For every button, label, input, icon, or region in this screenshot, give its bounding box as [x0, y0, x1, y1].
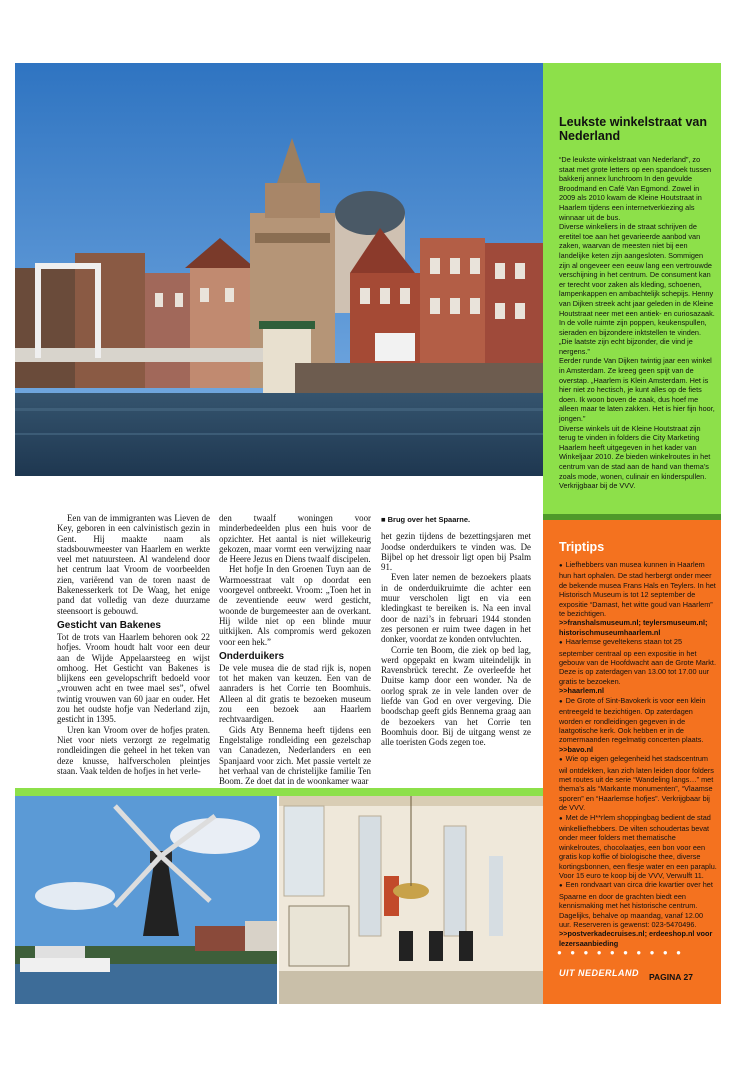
- tip-link[interactable]: >>bavo.nl: [559, 744, 594, 754]
- article-paragraph: Corrie ten Boom, die ziek op bed lag, werd opgepakt en kwam uiteindelijk in Ravensbrück terecht. Ze overleefde het Duitse kamp door een wonder. Na de oorlog sprak ze in vele landen over de liefde van God en over vergeving. Die boodschap geeft gids Bennema graag aan de bezoekers van het Corrie ten Boomhuis door. Bij de uitgang wenst ze alle toeristen Gods zegen toe.: [381, 644, 531, 748]
- sidebar-paragraph: “De leukste winkelstraat van Nederland”, zo staat met grote letters op een spandoek tussen bakkerij annex lunchroom In den gevulde Broodmand en Café Van Egmond. Zowel in 2009 als 2010 kwam de Kleine Houtstraat in Haarlem tijdens een internetverkiezing als winnaar uit de bus.: [559, 155, 712, 222]
- hero-photo-canal: [15, 63, 543, 476]
- windmill-photo: [15, 796, 277, 1004]
- article-paragraph: Even later nemen de bezoekers plaats in de onderduikruimte die achter een muur verscholen ligt en via een kledingkast te bereiken is. Na een inval door de nazi’s in februari 1944 stonden zes personen er ruim twee dagen in het donker, voordat ze konden ontvluchten.: [381, 572, 531, 645]
- article-paragraph: het gezin tijdens de bezettingsjaren met Joodse onderduikers te vinden was. De Bijbel op het dressoir ligt open bij Psalm 91.: [381, 531, 531, 573]
- tip-item: ● Liefhebbers van musea kunnen in Haarlem hun hart ophalen. De stad herbergt onder meer de bekende musea Frans Hals en Teylers. In het Historisch Museum is tot 12 september de expositie “Damast, het witte goud van Haarlem” te bezichtigen.: [559, 560, 717, 618]
- article-subheading: Gesticht van Bakenes: [57, 619, 161, 631]
- article-paragraph: Uren kan Vroom over de hofjes praten. Niet voor niets verzorgt ze regelmatig rondleidingen die geheel in het teken van deze knusse, halfverscholen pleintjes staan. Vaak telden de hofjes in het verle-: [57, 724, 210, 776]
- article-paragraph: Tot de trots van Haarlem behoren ook 22 hofjes. Vroom houdt halt voor een deur aan de Wijde Appelaarsteeg en wijst omhoog. Het Gesticht van Bakenes is blijkens een gevelopschrift bedoeld voor „vrouwen acht en twee mael ses”, ofwel twintig vrouwen van 60 jaar en ouder. Het zou het oudste hofje van Nederland zijn, gesticht in 1395.: [57, 631, 210, 725]
- triptips-title: Triptips: [559, 540, 605, 554]
- tip-link[interactable]: >>postverkadecruises.nl; erdeeshop.nl voor lezersaanbieding: [559, 929, 713, 948]
- church-illustration: [279, 796, 543, 1004]
- tip-item: ● De Grote of Sint-Bavokerk is voor een klein entreegeld te bezichtigen. Op zaterdagen worden er rondleidingen gegeven in de laatgotische kerk. Ook hebben er in de zomermaanden regelmatig concerten plaats.: [559, 696, 717, 745]
- tip-item: ● Een rondvaart van circa drie kwartier over het Spaarne en door de grachten biedt een kennismaking met het historische centrum. Dagelijks, behalve op maandag, vanaf 12.00 uur. Reserveren is gewenst: 023-5470496.: [559, 880, 717, 929]
- windmill-illustration: [15, 796, 277, 1004]
- article-column-3: [381, 515, 531, 748]
- article-paragraph: den twaalf woningen voor minderbedeelden plus een huis voor de opzichter. Het aantal is niet willekeurig gekozen, maar vormt een verwijzing naar de Heere Jezus en Diens twaalf discipelen.: [219, 513, 371, 565]
- brand-logo: UIT NEDERLAND: [559, 968, 639, 978]
- sidebar-triptips: [543, 520, 721, 1004]
- sidebar-paragraph: Eerder runde Van Dijken twintig jaar een winkel in Amsterdam. Ze kreeg geen spijt van de overstap. „Haarlem is Klein Amsterdam. Het is hier niet zo hectisch, je kunt alles op de fiets doen. Ik woon boven de zaak, dus hoef me alleen maar te laten zakken. Het is hier fijn hoor, jongen.”: [559, 356, 715, 424]
- footer-brand: [559, 966, 709, 988]
- sidebar-winkelstraat-title: Leukste winkelstraat van Nederland: [559, 115, 707, 143]
- article-paragraph: Het hofje In den Groenen Tuyn aan de Warmoesstraat valt op doordat een voorgevel ontbreekt. Vroom: „Toen het in de zeventiende eeuw werd gesticht, woonde de burgemeester aan de overkant. Hij wilde niet op een blinde muur uitkijken. Als compromis werd gekozen voor een hek.”: [219, 564, 371, 647]
- article-subheading: Onderduikers: [219, 650, 285, 662]
- tip-item: ● Wie op eigen gelegenheid het stadscentrum wil ontdekken, kan zich laten leiden door folders met routes uit de serie “Wandeling langs…” met thema’s als “Markante monumenten”, “Vlaamse sporen” en “Haarlemse hofjes”. Verkrijgbaar bij de VVV.: [559, 754, 717, 812]
- photo-caption: ■ Brug over het Spaarne.: [381, 515, 471, 524]
- article-paragraph: De vele musea die de stad rijk is, nopen tot het maken van keuzen. Een van de aanraders is het Corrie ten Boomhuis. Alleen al dit gratis te bezoeken museum zou een bezoek aan Haarlem rechtvaardigen.: [219, 662, 371, 725]
- tip-link[interactable]: >>haarlem.nl: [559, 686, 605, 696]
- sidebar-paragraph: Diverse winkels uit de Kleine Houtstraat zijn terug te vinden in folders die City Marketing Haarlem heeft uitgegeven in het kader van Winkeljaar 2010. Ze bieden winkelroutes in het centrum van de stad aan de hand van thema’s zoals mode, wonen, culinair en kinderspullen. Verkrijgbaar bij de VVV.: [559, 423, 711, 491]
- article-column-2: [219, 513, 371, 786]
- dot-row: ● ● ● ● ● ● ● ● ● ●: [557, 948, 685, 957]
- triptips-list: [559, 560, 717, 948]
- canal-illustration: [15, 63, 543, 476]
- tip-item: ● Met de H**rlem shoppingbag bedient de stad winkelliefhebbers. De vilten schoudertas bevat onder meer folders met thematische winkelroutes, chocolaatjes, een bon voor een gratis kop koffie of biologische thee, diverse kortingsbonnen, een flesje water en een paraplu. Voor 15 euro te koop bij de VVV, Verwulft 11.: [559, 813, 717, 881]
- tip-item: ● Haarlemse geveltekens staan tot 25 september centraal op een expositie in het gebouw van de Hoofdwacht aan de Grote Markt. Deze is op zaterdagen van 13.00 tot 17.00 uur gratis te bezoeken.: [559, 637, 717, 686]
- sidebar-winkelstraat: [543, 63, 721, 518]
- article-column-1: [57, 513, 210, 776]
- article-paragraph: Gids Aty Bennema heeft tijdens een Engelstalige rondleiding een gezelschap van Canadezen, Nederlanders en een Spanjaard voor zich. Met passie vertelt ze het verhaal van de christelijke familie Ten Boom. Ze doet dat in de woonkamer waar: [219, 724, 371, 787]
- green-strip: [15, 788, 543, 796]
- page-number: PAGINA 27: [649, 972, 693, 982]
- church-interior-photo: [279, 796, 543, 1004]
- sidebar-winkelstraat-body: [559, 155, 715, 491]
- article-paragraph: Een van de immigranten was Lieven de Key, geboren in een calvinistisch gezin in Gent. Hij maakte naam als stadsbouwmeester van Haarlem en werkte veel met natuursteen. Al wandelend door het centrum laat Vroom de voorbeelden zien, variërend van de toren naast de Bakenesserkerk tot De Waag, het enige pand dat volledig van deze duurzame steensoort is gebouwd.: [57, 513, 210, 616]
- sidebar-paragraph: Diverse winkeliers in de straat schrijven de eretitel toe aan het gevarieerde aanbod van zaken, waarvan de meesten niet bij een landelijke keten zijn aangesloten. Sommigen zijn al ongeveer een eeuw lang een vertrouwde verschijning in het centrum. De consument kan er terecht voor zaken als kleding, schoenen, lampenkappen en ambachtelijk schepijs. Henny van Dijken streek acht jaar geleden in de Kleine Houtstraat neer met een antiek- en curiosazaak. In de volle ruimte zijn poppen, keukenspullen, sieraden en bijzondere inktstellen te vinden. „Die laatste zijn echt bijzonder, die vind je nergens.”: [559, 222, 715, 356]
- tip-link[interactable]: >>franshalsmuseum.nl; teylersmuseum.nl; historischmuseumhaarlem.nl: [559, 618, 708, 637]
